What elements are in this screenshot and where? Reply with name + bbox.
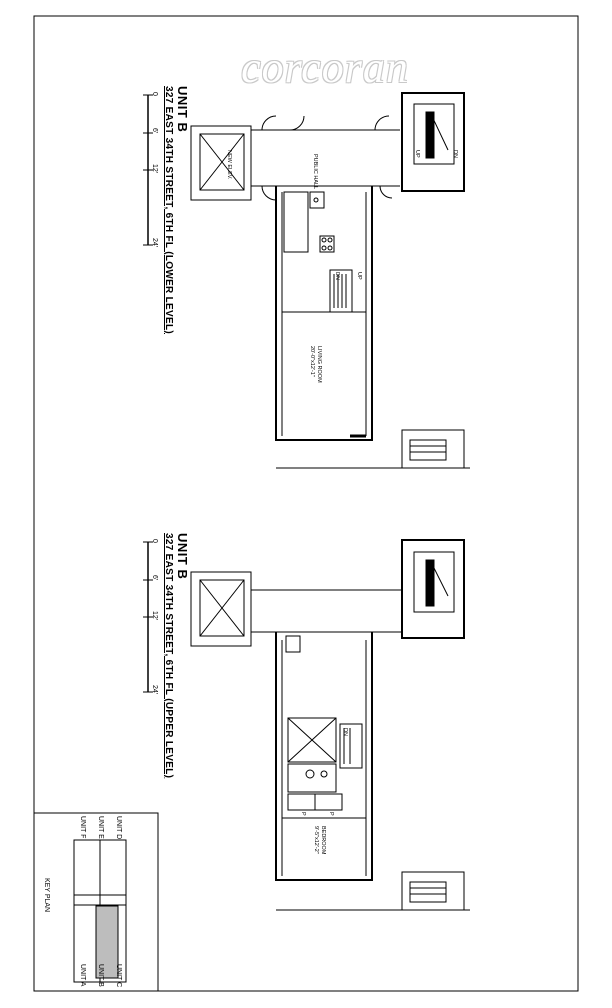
key-plan-title: KEY PLAN bbox=[43, 878, 50, 913]
public-hall-lower bbox=[251, 130, 400, 186]
lower-stair-dn: DN bbox=[452, 150, 458, 158]
upper-scale-tick-24: 24' bbox=[151, 685, 158, 695]
kitchen-lower bbox=[284, 192, 308, 252]
brand-watermark: corcoran bbox=[241, 43, 409, 92]
upper-title-unit: UNIT B bbox=[175, 533, 190, 580]
lower-stair-up: UP bbox=[414, 150, 420, 158]
upper-title-address: 327 EAST 34TH STREET, 6TH FL (UPPER LEVEL) bbox=[163, 533, 174, 779]
upper-closet-2: P bbox=[328, 812, 334, 816]
lower-label-elev: NEW ELEV. bbox=[226, 150, 232, 180]
lower-label-living-dim: 20'-0"x12'-1" bbox=[309, 346, 315, 377]
upper-int-stair-dn: DN bbox=[342, 728, 348, 736]
upper-label-bedroom-dim: 9'-5"x12'-2" bbox=[313, 826, 319, 854]
sheet-border bbox=[34, 16, 578, 991]
key-unit-b: UNIT B bbox=[97, 964, 104, 987]
lower-title-unit: UNIT B bbox=[175, 86, 190, 133]
lower-scale-tick-24: 24' bbox=[151, 238, 158, 248]
upper-scale-tick-0: 0 bbox=[151, 539, 158, 543]
lower-scale-tick-12: 12' bbox=[151, 164, 158, 174]
plan-lower-level bbox=[143, 93, 470, 468]
upper-scale-tick-6: 6' bbox=[151, 575, 158, 581]
key-unit-d: UNIT D bbox=[115, 816, 122, 840]
plan-upper-level bbox=[143, 540, 470, 910]
lower-scale-tick-0: 0 bbox=[151, 92, 158, 96]
upper-closet-1: P bbox=[300, 812, 306, 816]
upper-label-bedroom: BEDROOM bbox=[320, 826, 326, 855]
lower-title-address: 327 EAST 34TH STREET, 6TH FL (LOWER LEVEL) bbox=[163, 86, 174, 335]
lower-label-hall: PUBLIC HALL bbox=[312, 154, 318, 190]
key-unit-c: UNIT C bbox=[115, 964, 122, 988]
key-unit-f: UNIT F bbox=[79, 816, 86, 839]
key-unit-a: UNIT A bbox=[79, 964, 86, 987]
upper-scale-tick-12: 12' bbox=[151, 611, 158, 621]
key-plan bbox=[34, 813, 158, 991]
lower-label-living: LIVING ROOM bbox=[316, 346, 322, 383]
lower-scale-tick-6: 6' bbox=[151, 128, 158, 134]
lower-int-stair-up: UP bbox=[356, 272, 362, 280]
lower-int-stair-dn: DN bbox=[334, 272, 340, 280]
unit-outline-lower bbox=[276, 186, 372, 440]
key-unit-e: UNIT E bbox=[97, 816, 104, 839]
